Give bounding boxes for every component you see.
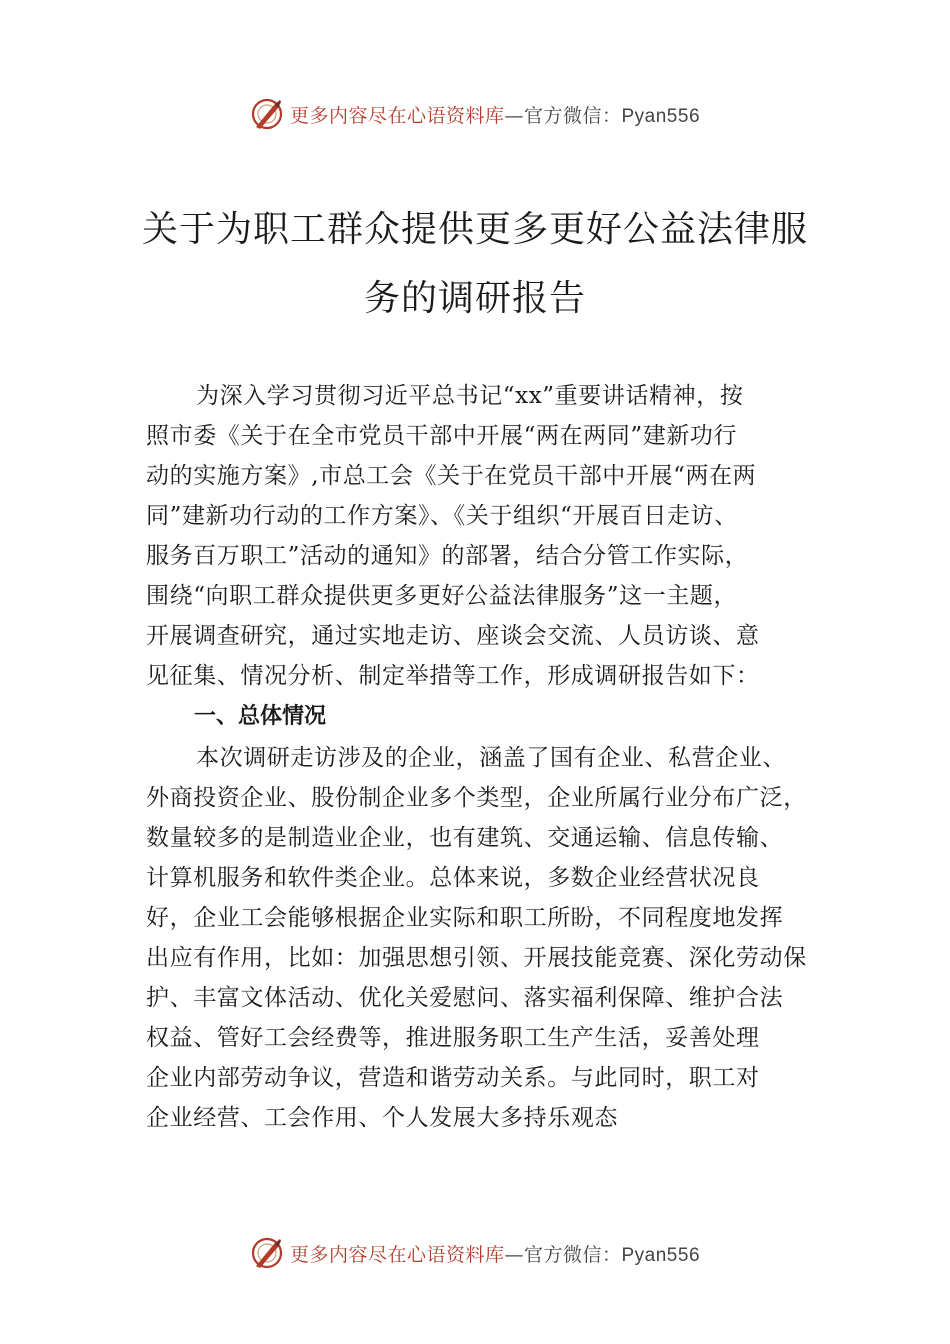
page-title-line-1: 关于为职工群众提供更多更好公益法律服 <box>141 209 808 250</box>
paragraph-line: 为深入学习贯彻习近平总书记“xx”重要讲话精神，按 <box>196 383 744 409</box>
paragraph-line: 外商投资企业、股份制企业多个类型，企业所属行业分布广泛， <box>146 785 807 811</box>
paragraph-line: 围绕“向职工群众提供更多更好公益法律服务”这一主题， <box>146 583 738 609</box>
paragraph-line: 照市委《关于在全市党员干部中开展“两在两同”建新功行 <box>146 423 738 449</box>
watermark-text <box>290 1240 700 1267</box>
pen-circle-icon <box>250 1236 284 1270</box>
paragraph-line: 服务百万职工”活动的通知》的部署，结合分管工作实际， <box>146 543 749 569</box>
watermark-label: —官方微信： <box>504 104 622 127</box>
paragraph-line: 企业内部劳动争议，营造和谐劳动关系。与此同时，职工对 <box>146 1065 760 1091</box>
paragraph-line: 见征集、情况分析、制定举措等工作，形成调研报告如下： <box>146 663 760 689</box>
watermark-main: 更多内容尽在心语资料库 <box>289 1243 505 1266</box>
watermark-label: —官方微信： <box>504 1243 622 1266</box>
paragraph-line: 动的实施方案》,市总工会《关于在党员干部中开展“两在两 <box>146 463 757 489</box>
watermark-text <box>290 101 700 128</box>
paragraph-line: 开展调查研究，通过实地走访、座谈会交流、人员访谈、意 <box>146 623 760 649</box>
paragraph-line: 护、丰富文体活动、优化关爱慰问、落实福利保障、维护合法 <box>146 985 784 1011</box>
watermark-banner-top <box>0 94 950 134</box>
paragraph-line: 出应有作用，比如：加强思想引领、开展技能竞赛、深化劳动保 <box>146 945 807 971</box>
pen-circle-icon <box>250 97 284 131</box>
paragraph-line: 数量较多的是制造业企业，也有建筑、交通运输、信息传输、 <box>146 825 784 851</box>
paragraph-line: 企业经营、工会作用、个人发展大多持乐观态 <box>146 1105 618 1131</box>
paragraph-line: 本次调研走访涉及的企业，涵盖了国有企业、私营企业、 <box>196 745 786 771</box>
watermark-banner-bottom <box>0 1233 950 1273</box>
paragraph-line: 同”建新功行动的工作方案》、《关于组织“开展百日走访、 <box>146 503 738 529</box>
watermark-wechat-id: Pyan556 <box>621 1244 701 1266</box>
watermark-wechat-id: Pyan556 <box>621 105 701 127</box>
paragraph-line: 计算机服务和软件类企业。总体来说，多数企业经营状况良 <box>146 865 760 891</box>
section-heading: 一、总体情况 <box>194 704 327 729</box>
paragraph-line: 好，企业工会能够根据企业实际和职工所盼，不同程度地发挥 <box>146 905 784 931</box>
document-body <box>146 376 836 1138</box>
page-title-line-2: 务的调研报告 <box>363 278 586 319</box>
watermark-main: 更多内容尽在心语资料库 <box>289 104 505 127</box>
paragraph-line: 权益、管好工会经费等，推进服务职工生产生活，妥善处理 <box>146 1025 760 1051</box>
